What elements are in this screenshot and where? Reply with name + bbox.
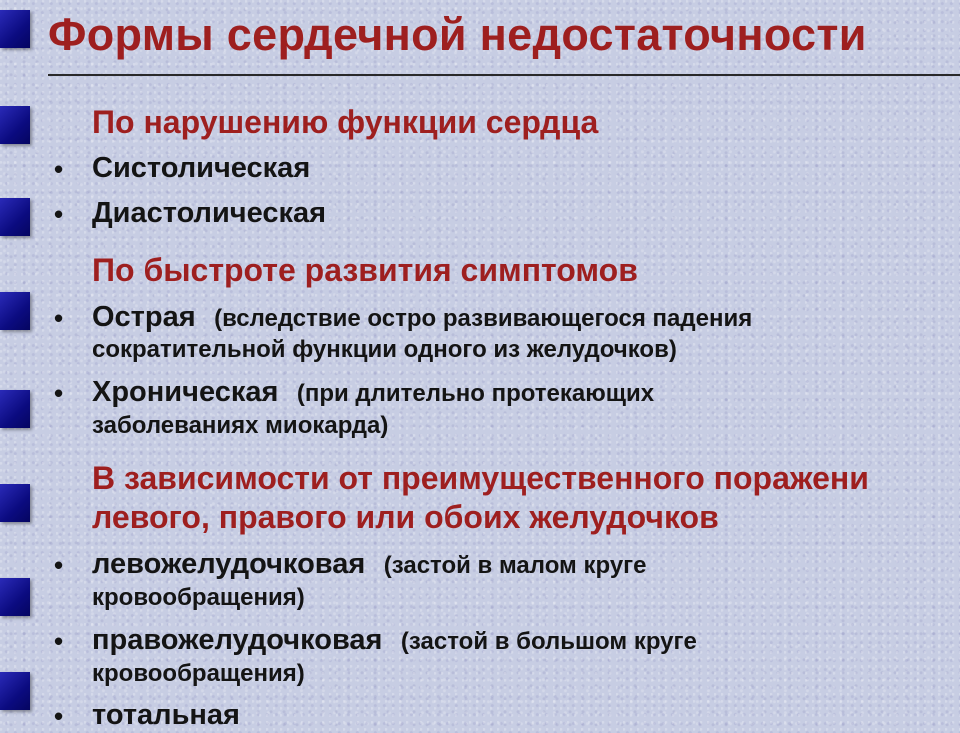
bullet: • xyxy=(54,154,64,184)
bullet: • xyxy=(54,701,64,731)
title-divider xyxy=(48,74,960,76)
item-note: (вследствие остро развивающегося падения xyxy=(214,305,753,332)
item-term: Систолическая xyxy=(92,152,311,184)
list-item-total xyxy=(54,697,240,733)
item-term: Диастолическая xyxy=(92,197,327,229)
side-marker xyxy=(0,292,30,330)
side-marker xyxy=(0,484,30,522)
item-term: левожелудочковая xyxy=(92,548,366,580)
list-item-diastolic xyxy=(54,195,327,231)
list-item-left-ventricular xyxy=(54,546,647,582)
list-item-systolic xyxy=(54,150,311,186)
section-heading-function: По нарушению функции сердца xyxy=(92,104,599,140)
list-item-right-ventricular-continued xyxy=(92,658,305,690)
item-note: (застой в малом круге xyxy=(383,552,647,579)
bullet: • xyxy=(54,199,64,229)
list-item-chronic-continued xyxy=(92,410,388,442)
bullet: • xyxy=(54,378,64,408)
list-item-left-ventricular-continued xyxy=(92,582,305,614)
list-item-chronic xyxy=(54,374,655,410)
side-marker xyxy=(0,106,30,144)
section-heading-speed: По быстроте развития симптомов xyxy=(92,252,638,288)
item-term: правожелудочковая xyxy=(92,624,383,656)
side-marker xyxy=(0,198,30,236)
item-note: (при длительно протекающих xyxy=(296,380,655,407)
side-marker xyxy=(0,578,30,616)
item-note: кровообращения) xyxy=(92,584,305,611)
list-item-acute xyxy=(54,299,753,335)
item-term: Хроническая xyxy=(92,376,279,408)
item-note: (застой в большом круге xyxy=(400,628,697,655)
bullet: • xyxy=(54,303,64,333)
item-term: Острая xyxy=(92,301,196,333)
list-item-right-ventricular xyxy=(54,622,697,658)
bullet: • xyxy=(54,550,64,580)
section-heading-ventricles-continued: левого, правого или обоих желудочков xyxy=(92,499,719,535)
side-marker xyxy=(0,672,30,710)
slide-title: Формы сердечной недостаточности xyxy=(48,9,867,60)
side-marker xyxy=(0,390,30,428)
item-note: сократительной функции одного из желудочков) xyxy=(92,336,677,363)
item-term: тотальная xyxy=(92,699,240,731)
side-marker xyxy=(0,10,30,48)
bullet: • xyxy=(54,626,64,656)
section-heading-ventricles: В зависимости от преимущественного поражени xyxy=(92,460,869,496)
list-item-acute-continued xyxy=(92,334,677,366)
item-note: заболеваниях миокарда) xyxy=(92,412,389,439)
item-note: кровообращения) xyxy=(92,660,305,687)
